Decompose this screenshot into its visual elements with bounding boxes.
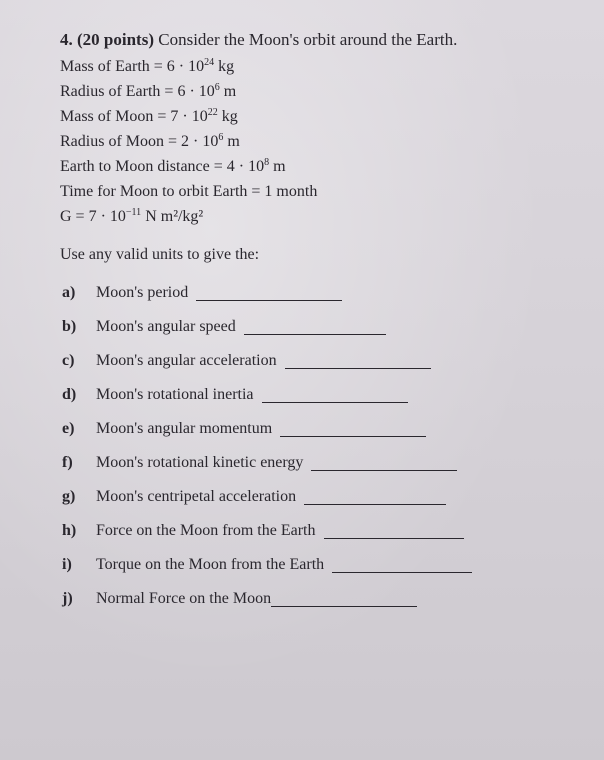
part-b — [62, 310, 582, 344]
part-letter: h) — [62, 522, 77, 539]
part-h — [62, 514, 582, 548]
answer-blank[interactable] — [285, 354, 431, 369]
part-letter: a) — [62, 284, 76, 301]
part-letter: e) — [62, 420, 75, 437]
part-text: Normal Force on the Moon — [96, 590, 272, 607]
part-text: Moon's period — [96, 284, 189, 301]
given-gravitational-constant: $G = 7 \cdot 10^{-11}$ N m²/kg² — [60, 207, 204, 225]
part-text: Moon's centripetal acceleration — [96, 488, 297, 505]
part-text: Moon's rotational kinetic energy — [96, 454, 304, 471]
question-number: 4. — [60, 30, 73, 49]
answer-blank[interactable] — [304, 490, 446, 505]
part-text: Moon's rotational inertia — [96, 386, 254, 403]
part-e — [62, 412, 582, 446]
part-i — [62, 548, 582, 582]
answer-blank[interactable] — [271, 592, 417, 607]
given-radius-earth: Radius of Earth = $6 \cdot 10^6$ m — [60, 82, 237, 100]
answer-blank[interactable] — [262, 388, 408, 403]
answer-blank[interactable] — [324, 524, 464, 539]
given-earth-moon-distance: Earth to Moon distance = $4 \cdot 10^8$ m — [60, 157, 286, 175]
answer-blank[interactable] — [332, 558, 472, 573]
part-letter: b) — [62, 318, 77, 335]
part-letter: g) — [62, 488, 76, 505]
part-j — [62, 582, 582, 616]
question-points: (20 points) — [77, 30, 154, 49]
part-letter: i) — [62, 556, 72, 573]
given-mass-earth: Mass of Earth = $6 \cdot 10^{24}$ kg — [60, 57, 235, 75]
answer-blank[interactable] — [311, 456, 457, 471]
part-letter: c) — [62, 352, 75, 369]
answer-blank[interactable] — [196, 286, 342, 301]
given-mass-moon: Mass of Moon = $7 \cdot 10^{22}$ kg — [60, 107, 238, 125]
part-a — [62, 276, 582, 310]
given-orbit-time: Time for Moon to orbit Earth = 1 month — [60, 183, 318, 200]
question-prompt: Consider the Moon's orbit around the Earth. — [158, 30, 458, 49]
part-g — [62, 480, 582, 514]
part-text: Moon's angular acceleration — [96, 352, 277, 369]
part-letter: j) — [62, 590, 73, 607]
part-text: Force on the Moon from the Earth — [96, 522, 316, 539]
part-c — [62, 344, 582, 378]
part-f — [62, 446, 582, 480]
answer-blank[interactable] — [280, 422, 426, 437]
part-text: Moon's angular momentum — [96, 420, 273, 437]
question-header — [60, 30, 457, 50]
part-d — [62, 378, 582, 412]
part-letter: d) — [62, 386, 77, 403]
part-text: Moon's angular speed — [96, 318, 236, 335]
given-values — [60, 54, 317, 229]
question-parts — [62, 276, 582, 616]
instruction-text: Use any valid units to give the: — [60, 246, 260, 263]
answer-blank[interactable] — [244, 320, 386, 335]
part-text: Torque on the Moon from the Earth — [96, 556, 325, 573]
part-letter: f) — [62, 454, 73, 471]
given-radius-moon: Radius of Moon = $2 \cdot 10^6$ m — [60, 132, 240, 150]
